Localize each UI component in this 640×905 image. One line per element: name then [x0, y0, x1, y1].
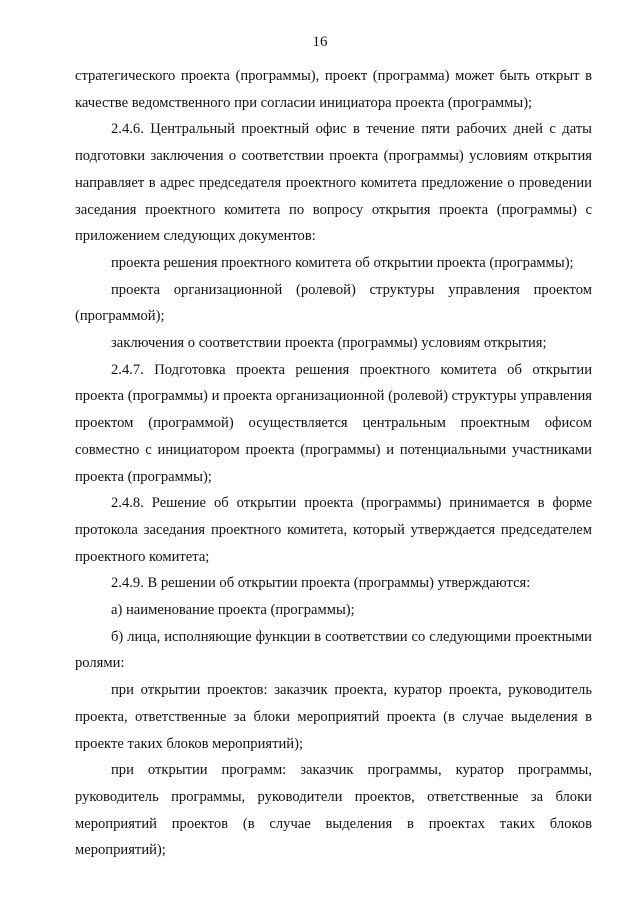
paragraph-list-item-structure-draft: проекта организационной (ролевой) структуры управления проектом (программой);: [75, 281, 592, 325]
document-body: [75, 63, 592, 864]
paragraph-2-4-9: 2.4.9. В решении об открытии проекта (программы) утверждаются:: [111, 575, 531, 592]
paragraph-list-item-decision-draft: проекта решения проектного комитета об открытии проекта (программы);: [111, 254, 574, 271]
paragraph-programs-roles: при открытии программ: заказчик программы, куратор программы, руководитель программы, руководители проектов, ответственные за блоки мероприятий проектов (в случае выделения в проектах таких блоков мероприятий);: [75, 762, 592, 859]
paragraph-projects-roles: при открытии проектов: заказчик проекта, куратор проекта, руководитель проекта, ответственные за блоки мероприятий проекта (в случае выделения в проекте таких блоков мероприятий);: [75, 682, 592, 752]
page-number: 16: [312, 34, 328, 50]
paragraph-2-4-6: 2.4.6. Центральный проектный офис в течение пяти рабочих дней с даты подготовки заключения о соответствии проекта (программы) условиям открытия направляет в адрес председателя проектного комитета предложение о проведении заседания проектного комитета по вопросу открытия проекта (программы) с приложением следующих документов:: [75, 121, 592, 245]
paragraph-list-item-conclusion: заключения о соответствии проекта (программы) условиям открытия;: [111, 335, 547, 352]
paragraph-continuation: стратегического проекта (программы), проект (программа) может быть открыт в качестве ведомственного при согласии инициатора проекта (программы);: [75, 68, 592, 111]
paragraph-2-4-7: 2.4.7. Подготовка проекта решения проектного комитета об открытии проекта (программы) и проекта организационной (ролевой) структуры управления проектом (программой) осуществляется центральным проектным офисом совместно с инициатором проекта (программы) и потенциальными участниками проекта (программы);: [75, 361, 592, 485]
paragraph-item-b: б) лица, исполняющие функции в соответствии со следующими проектными ролями:: [75, 628, 592, 672]
paragraph-2-4-8: 2.4.8. Решение об открытии проекта (программы) принимается в форме протокола заседания проектного комитета, который утверждается председателем проектного комитета;: [75, 495, 592, 565]
paragraph-item-a: а) наименование проекта (программы);: [111, 602, 355, 619]
